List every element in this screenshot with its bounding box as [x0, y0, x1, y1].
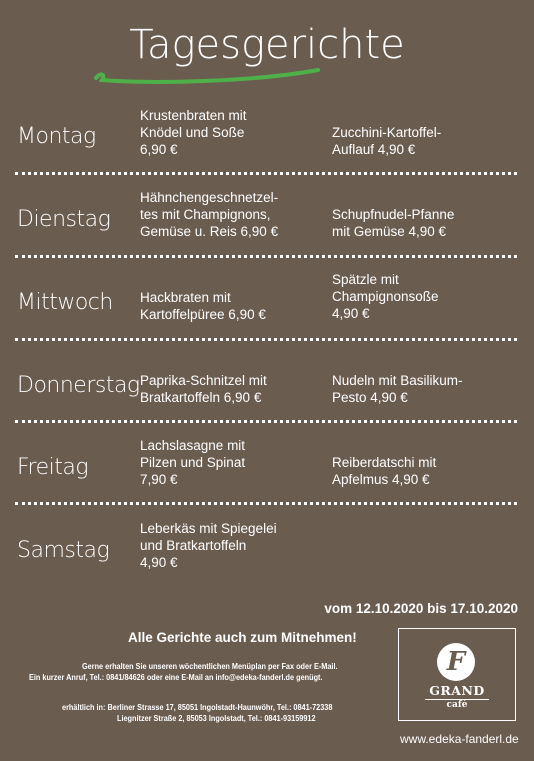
title-underline-swoosh	[92, 62, 322, 88]
day-name: Mittwoch	[17, 290, 113, 315]
logo-subtitle: café	[446, 700, 468, 710]
takeaway-note: Alle Gerichte auch zum Mitnehmen!	[128, 630, 357, 645]
day-name: Samstag	[17, 538, 110, 563]
divider	[15, 338, 517, 341]
dish-vegetarian: Reiberdatschi mit Apfelmus 4,90 €	[332, 455, 437, 487]
logo-f-emblem: F	[437, 643, 475, 681]
date-range: vom 12.10.2020 bis 17.10.2020	[324, 601, 518, 616]
address-line: erhältlich in: Berliner Strasse 17, 85051 Ingolstadt-Haunwöhr, Tel.: 0841-72338	[62, 702, 333, 712]
day-name: Dienstag	[17, 207, 111, 232]
grand-cafe-logo	[398, 628, 516, 721]
day-name: Donnerstag	[17, 373, 140, 398]
divider	[15, 502, 517, 505]
day-name: Montag	[17, 124, 96, 149]
dish-main: Krustenbraten mit Knödel und Soße 6,90 €	[140, 108, 247, 157]
address-line: Liegnitzer Straße 2, 85053 Ingolstadt, Tel.: 0841-93159912	[117, 713, 316, 723]
dish-main: Hähnchengeschnetzel- tes mit Champignons, Gemüse u. Reis 6,90 €	[140, 190, 279, 239]
dish-main: Hackbraten mit Kartoffelpüree 6,90 €	[140, 290, 266, 322]
day-name: Freitag	[17, 455, 89, 480]
divider	[15, 255, 517, 258]
divider	[15, 172, 517, 175]
info-line: Ein kurzer Anruf, Tel.: 0841/84626 oder eine E-Mail an info@edeka-fanderl.de genügt.	[29, 672, 323, 682]
page-title: Tagesgerichte	[129, 22, 405, 68]
dish-vegetarian: Nudeln mit Basilikum- Pesto 4,90 €	[332, 373, 463, 405]
dish-main: Lachslasagne mit Pilzen und Spinat 7,90 €	[140, 438, 246, 487]
dish-vegetarian: Schupfnudel-Pfanne mit Gemüse 4,90 €	[332, 207, 455, 239]
dish-main: Paprika-Schnitzel mit Bratkartoffeln 6,90 €	[140, 373, 267, 405]
dish-main: Leberkäs mit Spiegelei und Bratkartoffeln 4,90 €	[140, 521, 277, 570]
info-line: Gerne erhalten Sie unseren wöchentlichen Menüplan per Fax oder E-Mail.	[82, 661, 338, 671]
logo-name: GRAND	[429, 683, 485, 698]
divider	[15, 420, 517, 423]
dish-vegetarian: Spätzle mit Champignonsoße 4,90 €	[332, 272, 439, 321]
dish-vegetarian: Zucchini-Kartoffel- Auflauf 4,90 €	[332, 125, 442, 157]
website-link[interactable]: www.edeka-fanderl.de	[400, 732, 519, 746]
